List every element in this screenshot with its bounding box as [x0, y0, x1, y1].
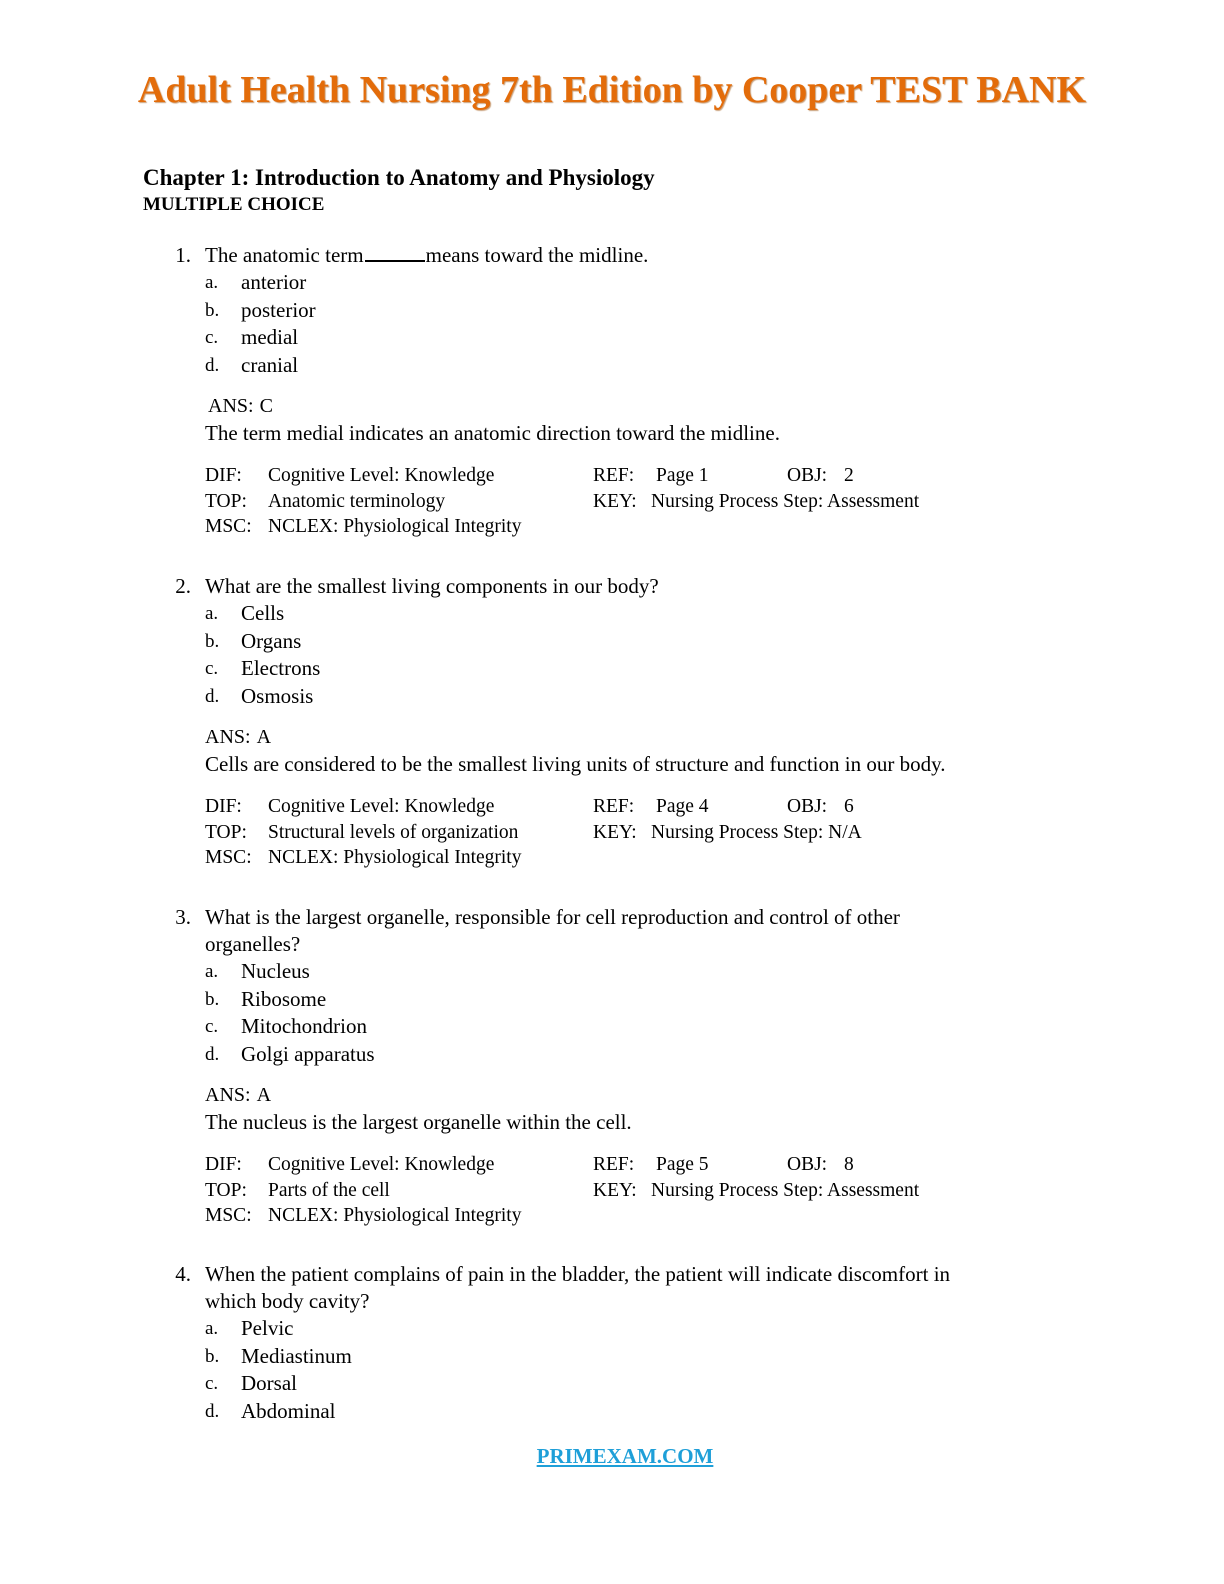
obj-label: OBJ:	[787, 465, 828, 486]
option-list	[165, 958, 1065, 1068]
key-label: KEY:	[593, 1179, 637, 1201]
option-item	[165, 1315, 1065, 1343]
msc-value: NCLEX: Physiological Integrity	[268, 847, 522, 868]
question-text: What are the smallest living components in our body?	[205, 574, 659, 598]
option-list	[165, 269, 1065, 379]
answer-block	[165, 393, 1065, 447]
meta-row-dif	[205, 794, 1065, 820]
msc-label: MSC:	[205, 1205, 252, 1226]
option-item	[165, 1013, 1065, 1041]
msc-label: MSC:	[205, 847, 252, 868]
rationale-text: Cells are considered to be the smallest living units of structure and function in our body.	[205, 752, 946, 776]
option-letter: c.	[205, 1373, 219, 1394]
answer-block	[165, 724, 1065, 778]
option-item	[165, 958, 1065, 986]
option-letter: b.	[205, 988, 220, 1010]
option-item	[165, 1343, 1065, 1371]
option-letter: d.	[205, 1043, 220, 1065]
option-text: Electrons	[241, 656, 321, 680]
question-metadata	[205, 1152, 1065, 1230]
option-item	[165, 1398, 1065, 1426]
option-letter: c.	[205, 1016, 219, 1037]
option-item	[165, 655, 1065, 683]
ref-value: Page 5	[656, 1154, 709, 1175]
option-letter: b.	[205, 299, 220, 321]
answer-value: A	[256, 726, 272, 748]
option-text: Ribosome	[241, 986, 327, 1011]
ref-value: Page 1	[656, 465, 709, 486]
section-label: MULTIPLE CHOICE	[143, 194, 325, 215]
top-label: TOP:	[205, 490, 247, 512]
obj-value: 6	[844, 796, 854, 817]
option-text: Abdominal	[241, 1398, 336, 1423]
option-letter: b.	[205, 1345, 220, 1367]
option-text: cranial	[241, 352, 299, 377]
ref-label: REF:	[593, 796, 635, 817]
option-letter: d.	[205, 1400, 220, 1422]
dif-value: Cognitive Level: Knowledge	[268, 796, 495, 817]
ref-label: REF:	[593, 1154, 635, 1175]
question-number: 2.	[175, 574, 191, 598]
option-letter: a.	[205, 272, 219, 293]
option-item	[165, 600, 1065, 628]
option-item	[165, 324, 1065, 352]
top-label: TOP:	[205, 1179, 247, 1201]
answer-label: ANS:	[205, 726, 251, 748]
option-text: Nucleus	[241, 959, 310, 983]
question-metadata	[205, 794, 1065, 872]
question-stem	[165, 573, 1065, 600]
key-label: KEY:	[593, 490, 637, 512]
question-1	[165, 242, 1065, 541]
obj-value: 2	[844, 465, 854, 486]
rationale-text: The term medial indicates an anatomic direction toward the midline.	[205, 421, 780, 445]
answer-value: C	[259, 395, 273, 417]
answer-block	[165, 1082, 1065, 1136]
option-text: Dorsal	[241, 1371, 297, 1395]
question-text-line-1: What is the largest organelle, responsible for cell reproduction and control of other	[205, 905, 900, 929]
option-text: Organs	[241, 628, 302, 653]
meta-row-top	[205, 820, 1065, 846]
msc-value: NCLEX: Physiological Integrity	[268, 1205, 522, 1226]
key-value: Nursing Process Step: Assessment	[651, 1179, 920, 1201]
option-text: Mediastinum	[241, 1343, 352, 1368]
meta-row-dif	[205, 463, 1065, 489]
top-label: TOP:	[205, 821, 247, 843]
question-text-line-2: organelles?	[205, 932, 301, 956]
option-letter: a.	[205, 961, 219, 982]
question-text-line-1: When the patient complains of pain in the bladder, the patient will indicate discomfort in	[205, 1262, 951, 1286]
option-letter: a.	[205, 603, 219, 624]
option-text: posterior	[241, 297, 316, 322]
answer-line	[205, 724, 1065, 750]
option-text: anterior	[241, 270, 307, 294]
question-4	[165, 1261, 1065, 1425]
question-text-after-blank: means toward the midline.	[425, 243, 649, 267]
option-item	[165, 1041, 1065, 1069]
option-item	[165, 628, 1065, 656]
meta-row-msc	[205, 1203, 1065, 1229]
document-title: Adult Health Nursing 7th Edition by Cooper TEST BANK	[137, 69, 1087, 111]
option-list	[165, 1315, 1065, 1425]
question-text-before-blank: The anatomic term	[205, 243, 364, 267]
question-stem	[165, 904, 1065, 931]
key-value: Nursing Process Step: Assessment	[651, 490, 920, 512]
question-number: 1.	[175, 243, 191, 267]
option-letter: d.	[205, 354, 220, 376]
top-value: Structural levels of organization	[268, 821, 519, 843]
ref-value: Page 4	[656, 796, 709, 817]
answer-label: ANS:	[205, 1084, 251, 1106]
dif-value: Cognitive Level: Knowledge	[268, 1154, 495, 1175]
key-label: KEY:	[593, 821, 637, 843]
question-stem	[165, 242, 1065, 269]
option-text: medial	[241, 325, 299, 349]
rationale-text: The nucleus is the largest organelle within the cell.	[205, 1110, 632, 1134]
option-letter: a.	[205, 1318, 219, 1339]
question-metadata	[205, 463, 1065, 541]
question-text-line-2: which body cavity?	[205, 1289, 370, 1313]
msc-label: MSC:	[205, 516, 252, 537]
answer-line	[205, 1082, 1065, 1108]
option-letter: c.	[205, 327, 219, 348]
option-letter: b.	[205, 630, 220, 652]
dif-label: DIF:	[205, 1154, 242, 1175]
ref-label: REF:	[593, 465, 635, 486]
dif-label: DIF:	[205, 465, 242, 486]
obj-label: OBJ:	[787, 1154, 828, 1175]
option-letter: c.	[205, 658, 219, 679]
option-text: Mitochondrion	[241, 1014, 367, 1038]
question-text	[205, 242, 648, 269]
dif-value: Cognitive Level: Knowledge	[268, 465, 495, 486]
option-item	[165, 986, 1065, 1014]
top-value: Parts of the cell	[268, 1179, 390, 1201]
option-list	[165, 600, 1065, 710]
meta-row-top	[205, 1178, 1065, 1204]
question-number: 3.	[175, 905, 191, 929]
key-value: Nursing Process Step: N/A	[651, 821, 862, 843]
option-text: Pelvic	[241, 1316, 294, 1340]
option-item	[165, 297, 1065, 325]
answer-value: A	[256, 1084, 272, 1106]
obj-label: OBJ:	[787, 796, 828, 817]
meta-row-msc	[205, 514, 1065, 540]
chapter-title: Chapter 1: Introduction to Anatomy and Physiology	[143, 165, 655, 190]
option-letter: d.	[205, 685, 220, 707]
meta-row-dif	[205, 1152, 1065, 1178]
dif-label: DIF:	[205, 796, 242, 817]
answer-line	[205, 393, 1065, 419]
option-text: Cells	[241, 601, 285, 625]
option-text: Golgi apparatus	[241, 1041, 375, 1066]
question-2	[165, 573, 1065, 872]
top-value: Anatomic terminology	[268, 490, 446, 512]
option-text: Osmosis	[241, 683, 314, 708]
answer-blank	[365, 242, 425, 262]
option-item	[165, 1370, 1065, 1398]
primexam-footer-link[interactable]: PRIMEXAM.COM	[536, 1444, 714, 1468]
option-item	[165, 269, 1065, 297]
option-item	[165, 683, 1065, 711]
question-stem	[165, 1261, 1065, 1288]
question-number: 4.	[175, 1262, 191, 1286]
meta-row-top	[205, 489, 1065, 515]
option-item	[165, 352, 1065, 380]
msc-value: NCLEX: Physiological Integrity	[268, 516, 522, 537]
question-3	[165, 904, 1065, 1230]
obj-value: 8	[844, 1154, 854, 1175]
answer-label: ANS:	[208, 395, 254, 417]
meta-row-msc	[205, 845, 1065, 871]
